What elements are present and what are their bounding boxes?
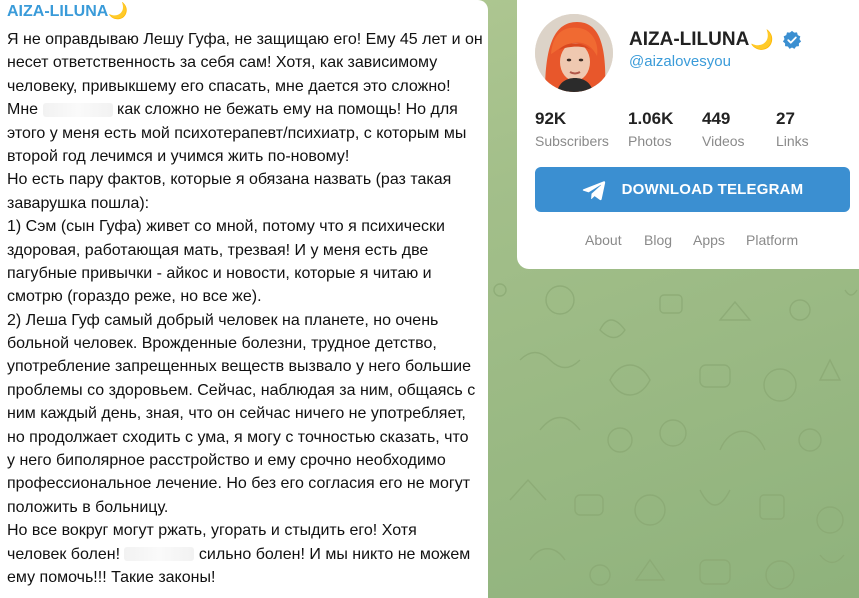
message-line-part: сильно болен! И мы никто не можем (198, 545, 471, 563)
stat-label: Subscribers (535, 133, 609, 149)
crescent-moon-icon: 🌙 (750, 30, 774, 51)
message-line: но продолжает сходить с ума, я могу с точностью сказать, что (7, 428, 469, 446)
message-line: ним каждый день, зная, что он сейчас ничего не употребляет, (7, 405, 466, 423)
message-line: ему помочь!!! Такие законы! (7, 568, 216, 586)
message-line (7, 98, 478, 121)
message-text (7, 28, 483, 589)
message-line-part: Мне (7, 101, 39, 119)
avatar-image (535, 14, 613, 92)
message-line: 1) Сэм (сын Гуфа) живет со мной, потому что я психически (7, 218, 445, 236)
message-line: 2) Леша Гуф самый добрый человек на планете, но очень (7, 311, 439, 329)
stat-value: 1.06K (628, 109, 674, 128)
avatar[interactable] (535, 14, 613, 92)
stat-value: 27 (776, 109, 795, 128)
link-about[interactable]: About (585, 232, 622, 248)
channel-stats (517, 108, 859, 154)
channel-name: AIZA-LILUNA (629, 29, 750, 50)
message-line: у него биполярное расстройство и ему срочно необходимо (7, 452, 446, 470)
stat-label: Videos (702, 133, 745, 149)
channel-handle[interactable]: @aizalovesyou (629, 53, 731, 70)
stat-value: 449 (702, 109, 731, 128)
download-label: DOWNLOAD TELEGRAM (621, 181, 804, 198)
message-line: человеку, привыкшему его спасать, мне дается это сложно! (7, 77, 451, 95)
stat-label: Links (776, 133, 809, 149)
download-telegram-button[interactable] (535, 167, 850, 212)
stat-label: Photos (628, 133, 672, 149)
message-line: смотрю (гораздо реже, но все же). (7, 288, 262, 306)
stat-videos[interactable] (702, 108, 745, 152)
message-line: Я не оправдываю Лешу Гуфа, не защищаю его! Ему 45 лет и он (7, 31, 483, 48)
message-author[interactable] (7, 2, 478, 24)
message-line: второй год лечимся и учимся жить по-новому! (7, 147, 350, 165)
message-line: Но все вокруг могут ржать, угорать и стыдить его! Хотя (7, 522, 417, 540)
message-line: пагубные привычки - айкос и новости, которые я читаю и (7, 264, 432, 282)
message-line: этого у меня есть мой психотерапевт/психиатр, с которым мы (7, 124, 467, 142)
message-line-part: как сложно не бежать ему на помощь! Но для (116, 101, 458, 119)
stat-value: 92K (535, 109, 567, 128)
footer-links (517, 232, 859, 252)
stat-links[interactable] (776, 108, 809, 152)
message-line: употребление запрещенных веществ вызвало у него большие (7, 358, 471, 376)
telegram-plane-icon (582, 179, 606, 201)
message-line (7, 543, 478, 566)
stat-subscribers (535, 108, 609, 152)
verified-badge-icon (782, 30, 802, 50)
message-line-part: человек болен! (7, 545, 121, 563)
message-line: заварушка пошла): (7, 194, 150, 212)
channel-profile-card (517, 0, 859, 269)
channel-name-row (629, 28, 802, 52)
message-line: Но есть пару фактов, которые я обязана назвать (раз такая (7, 171, 452, 189)
stat-photos[interactable] (628, 108, 673, 152)
blurred-text (124, 547, 194, 561)
blurred-text (43, 103, 113, 117)
message-author-name[interactable]: AIZA-LILUNA (7, 3, 109, 20)
crescent-moon-icon: 🌙 (108, 3, 129, 20)
message-line: больной человек. Врожденные болезни, трудное детство, (7, 335, 437, 353)
message-line: положить в больницу. (7, 498, 169, 516)
link-platform[interactable]: Platform (746, 232, 799, 248)
link-blog[interactable]: Blog (644, 232, 673, 248)
link-apps[interactable]: Apps (693, 232, 725, 248)
message-line: проблемы со здоровьем. Сейчас, наблюдая за ним, общаясь с (7, 381, 476, 399)
message-line: здоровая, работающая мать, трезвая! И у меня есть две (7, 241, 429, 259)
message-line: несет ответственность за себя сам! Хотя, как зависимому (7, 54, 438, 72)
message-line: профессиональное лечение. Но без его согласия его не могут (7, 475, 471, 493)
